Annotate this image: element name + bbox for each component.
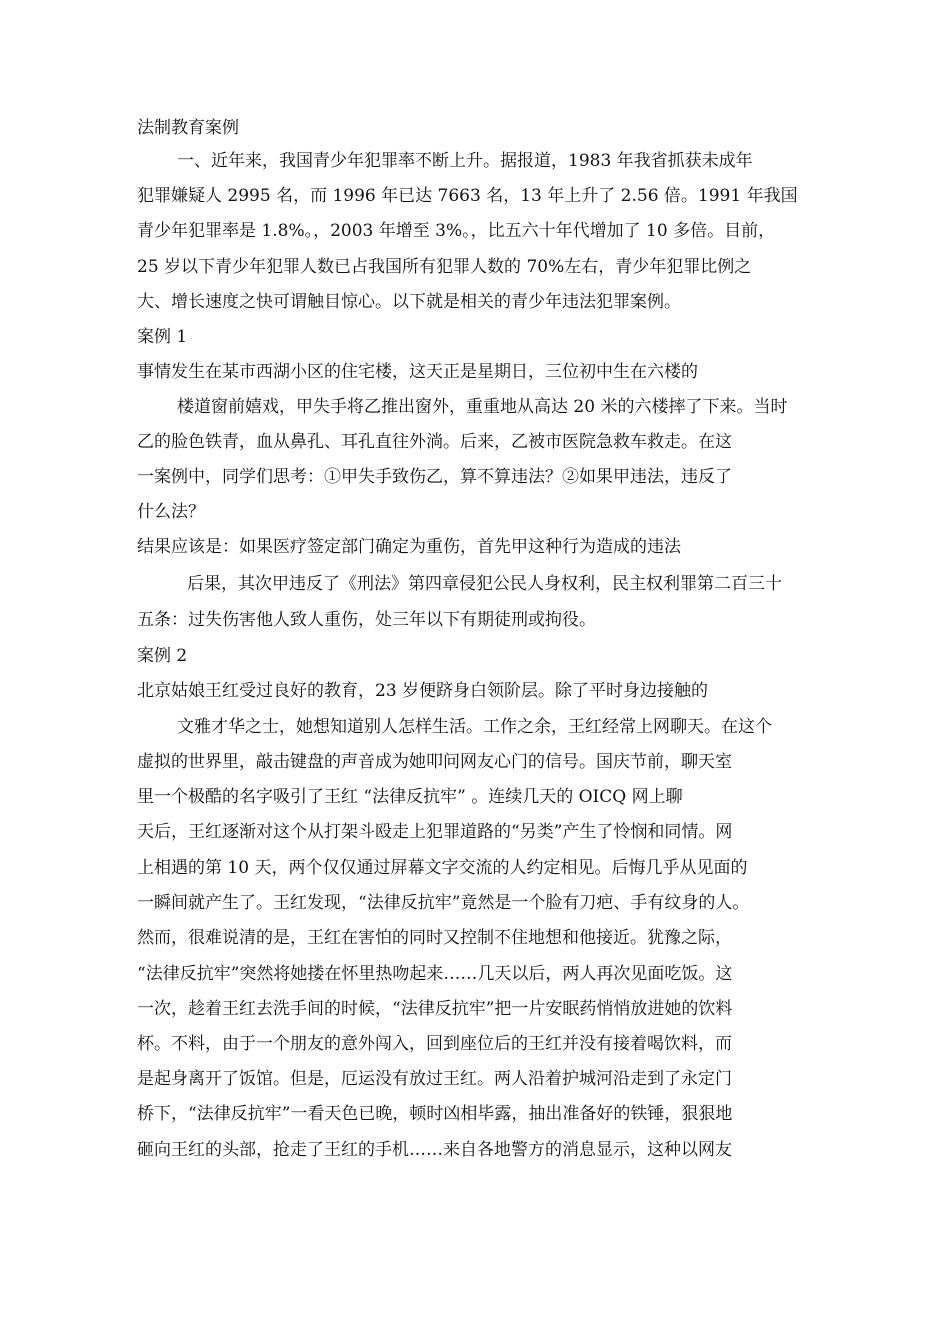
- case1-paragraph-line: 事情发生在某市西湖小区的住宅楼，这天正是星期日，三位初中生在六楼的: [137, 362, 698, 382]
- intro-paragraph-line: 犯罪嫌疑人 2995 名，而 1996 年已达 7663 名，13 年上升了 2.56 倍。1991 年我国: [137, 186, 798, 206]
- case2-paragraph-line: 天后，王红逐渐对这个从打架斗殴走上犯罪道路的“另类”产生了怜悯和同情。网: [137, 822, 733, 842]
- case2-heading: 案例 2: [137, 646, 188, 666]
- case2-paragraph-line: 虚拟的世界里，敲击键盘的声音成为她叩问网友心门的信号。国庆节前，聊天室: [137, 752, 732, 772]
- case2-paragraph-line: 砸向王红的头部，抢走了王红的手机……来自各地警方的消息显示，这种以网友: [137, 1140, 732, 1160]
- case2-paragraph-line: 文雅才华之士，她想知道别人怎样生活。工作之余，王红经常上网聊天。在这个: [177, 717, 772, 737]
- case1-paragraph-line: 乙的脸色铁青，血从鼻孔、耳孔直往外淌。后来，乙被市医院急救车救走。在这: [137, 432, 732, 452]
- case1-paragraph-line: 什么法？: [137, 502, 205, 522]
- intro-paragraph-line: 大、增长速度之快可谓触目惊心。以下就是相关的青少年违法犯罪案例。: [137, 292, 681, 312]
- case2-paragraph-line: 上相遇的第 10 天，两个仅仅通过屏幕文字交流的人约定相见。后悔几乎从见面的: [137, 858, 748, 878]
- case1-paragraph-line: 一案例中，同学们思考：①甲失手致伤乙，算不算违法？②如果甲违法，违反了: [137, 467, 732, 487]
- case2-paragraph-line: 桥下，“法律反抗牢”一看天色已晚，顿时凶相毕露，抽出准备好的铁锤，狠狠地: [137, 1104, 733, 1124]
- case1-heading: 案例 1: [137, 327, 188, 347]
- case2-paragraph-line: 杯。不料，由于一个朋友的意外闯入，回到座位后的王红并没有接着喝饮料，而: [137, 1034, 732, 1054]
- document-title: 法制教育案例: [137, 118, 239, 138]
- case2-paragraph-line: 是起身离开了饭馆。但是，厄运没有放过王红。两人沿着护城河沿走到了永定门: [137, 1069, 732, 1089]
- case2-paragraph-line: 一瞬间就产生了。王红发现，“法律反抗牢”竟然是一个脸有刀疤、手有纹身的人。: [137, 893, 750, 913]
- case2-paragraph-line: “法律反抗牢”突然将她搂在怀里热吻起来……几天以后，两人再次见面吃饭。这: [137, 964, 733, 984]
- case1-paragraph-line: 楼道窗前嬉戏，甲失手将乙推出窗外，重重地从高达 20 米的六楼摔了下来。当时: [177, 397, 788, 417]
- case1-result-line: 后果，其次甲违反了《刑法》第四章侵犯公民人身权利，民主权利罪第二百三十: [187, 574, 782, 594]
- case2-paragraph-line: 里一个极酷的名字吸引了王红 “法律反抗牢” 。连续几天的 OICQ 网上聊: [137, 787, 683, 807]
- case1-result-line: 结果应该是：如果医疗签定部门确定为重伤，首先甲这种行为造成的违法: [137, 537, 681, 557]
- case2-paragraph-line: 一次，趁着王红去洗手间的时候，“法律反抗牢”把一片安眠药悄悄放进她的饮料: [137, 999, 733, 1019]
- case1-result-line: 五条：过失伤害他人致人重伤，处三年以下有期徒刑或拘役。: [137, 610, 596, 630]
- intro-paragraph-line: 青少年犯罪率是 1.8%。，2003 年增至 3%。，比五六十年代增加了 10 多倍。目前，: [137, 221, 776, 241]
- intro-paragraph-line: 25 岁以下青少年犯罪人数已占我国所有犯罪人数的 70%左右，青少年犯罪比例之: [137, 257, 752, 277]
- case2-paragraph-line: 北京姑娘王红受过良好的教育，23 岁便跻身白领阶层。除了平时身边接触的: [137, 681, 709, 701]
- intro-paragraph-line: 一、近年来，我国青少年犯罪率不断上升。据报道，1983 年我省抓获未成年: [177, 151, 753, 171]
- case2-paragraph-line: 然而，很难说清的是，王红在害怕的同时又控制不住地想和他接近。犹豫之际，: [137, 928, 732, 948]
